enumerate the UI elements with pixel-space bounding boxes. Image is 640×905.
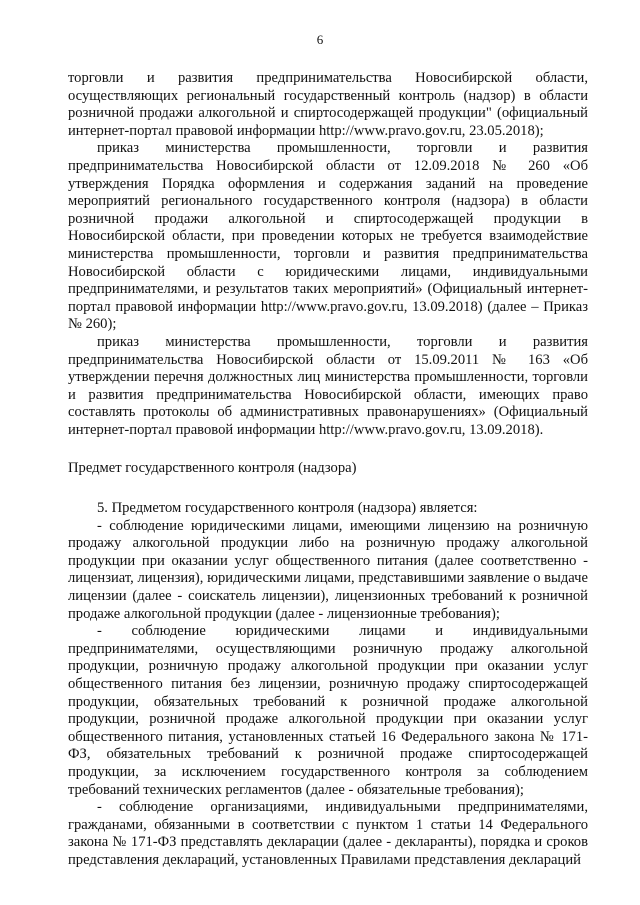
paragraph-item-5: 5. Предметом государственного контроля (надзора) является:	[97, 500, 478, 517]
paragraph-order-260: приказ министерства промышленности, торговли и развития предпринимательства Новосибирской области от 12.09.2018 № 260 «Об утверждения Порядка оформления и содержания заданий на проведение мероприятий регионального государственного контроля (надзора) в области розничной продажи алкогольной и спиртосодержащей продукции в Новосибирской области, при проведении которых не требуется взаимодействие министерства промышленности, торговли и развития предпринимательства Новосибирской области с юридическими лицами, индивидуальными предпринимателями, и результатов таких мероприятий» (Официальный интернет-портал правовой информации http://www.pravo.gov.ru, 13.09.2018) (далее – Приказ № 260);	[68, 140, 588, 333]
section-heading: Предмет государственного контроля (надзора)	[68, 460, 357, 477]
document-body	[68, 70, 588, 870]
paragraph-mandatory-requirements: - соблюдение юридическими лицами и индивидуальными предпринимателями, осуществляющими розничную продажу алкогольной продукции, розничную продажу алкогольной продукции при оказании услуг общественного питания без лицензии, розничную продажу спиртосодержащей продукции, обязательных требований к розничной продаже алкогольной продукции, розничной продаже алкогольной продукции при оказании услуг общественного питания, установленных статьей 16 Федерального закона № 171-ФЗ, обязательных требований к розничной продаже спиртосодержащей продукции, за исключением государственного контроля за соблюдением требований технических регламентов (далее - обязательные требования);	[68, 623, 588, 798]
paragraph-declarations: - соблюдение организациями, индивидуальными предпринимателями, гражданами, обязанными в соответствии с пунктом 1 статьи 14 Федерального закона № 171-ФЗ представлять декларации (далее - декларанты), порядка и сроков представления деклараций, установленных Правилами представления деклараций	[68, 799, 588, 868]
page-number: 6	[316, 32, 324, 47]
paragraph-continuation: торговли и развития предпринимательства Новосибирской области, осуществляющих региональный государственный контроль (надзор) в области розничной продажи алкогольной и спиртосодержащей продукции" (официальный интернет-портал правовой информации http://www.pravo.gov.ru, 23.05.2018);	[68, 70, 588, 139]
paragraph-licensing-requirements: - соблюдение юридическими лицами, имеющими лицензию на розничную продажу алкогольной продукции либо на розничную продажу алкогольной продукции при оказании услуг общественного питания (далее соответственно - лицензиат, лицензия), юридическими лицами, представившими заявление о выдаче лицензии (далее - соискатель лицензии), лицензионных требований к розничной продаже алкогольной продукции (далее - лицензионные требования);	[68, 517, 588, 622]
paragraph-order-163: приказ министерства промышленности, торговли и развития предпринимательства Новосибирской области от 15.09.2011 № 163 «Об утверждении перечня должностных лиц министерства промышленности, торговли и развития предпринимательства Новосибирской области, имеющих право составлять протоколы об административных правонарушениях» (Официальный интернет-портал правовой информации http://www.pravo.gov.ru, 13.09.2018).	[68, 333, 588, 438]
